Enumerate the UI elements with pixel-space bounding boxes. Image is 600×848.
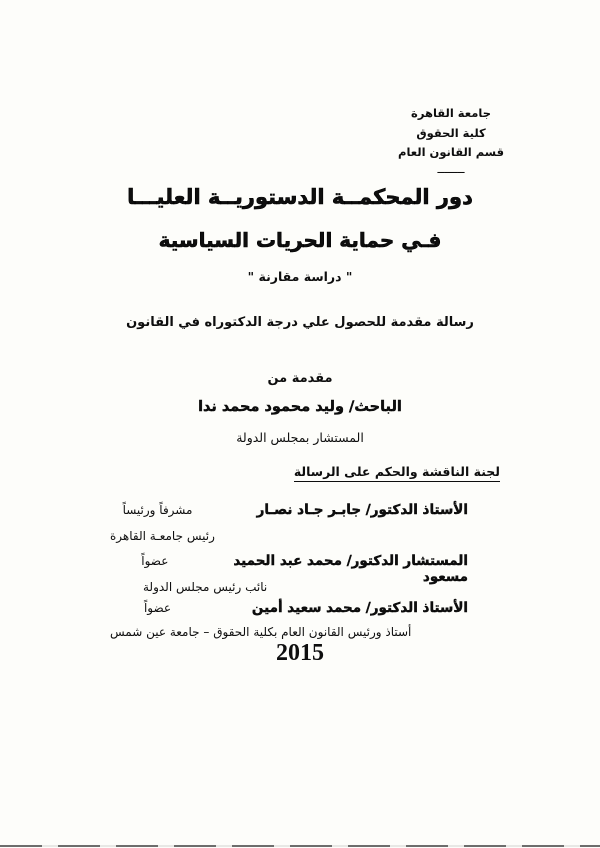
committee-member-role: عضواً (141, 554, 169, 568)
researcher-title: المستشار بمجلس الدولة (236, 430, 364, 445)
university-name: جامعة القاهرة (411, 106, 491, 120)
university-header (398, 104, 504, 175)
committee-member-row (110, 502, 468, 518)
thesis-statement: رسالة مقدمة للحصول علي درجة الدكتوراه في القانون (126, 315, 474, 330)
page-bottom-scan-edge (0, 845, 600, 847)
committee-member-position: نائب رئيس مجلس الدولة (143, 580, 268, 594)
committee-member-role: عضواً (143, 601, 172, 615)
committee-member-role: مشرفاً ورئيساً (122, 503, 193, 517)
researcher-name: الباحث/ وليد محمود محمد ندا (198, 399, 402, 415)
committee-member-row (110, 600, 468, 616)
committee-member-name: الأستاذ الدكتور/ جابـر جـاد نصـار (256, 502, 468, 518)
submitted-by-label: مقدمة من (267, 371, 333, 386)
committee-member-name: الأستاذ الدكتور/ محمد سعيد أمين (251, 600, 468, 616)
thesis-year: 2015 (276, 640, 324, 666)
thesis-title-line1: دور المحكمــة الدستوريــة العليـــا (127, 185, 473, 209)
committee-member-position: أستاذ ورئيس القانون العام بكلية الحقوق – جامعة عين شمس (110, 625, 412, 639)
thesis-title-line2: فـي حماية الحريات السياسية (158, 228, 442, 252)
thesis-subtitle: " دراسة مقارنة " (247, 269, 353, 284)
faculty-name: كلية الحقوق (416, 125, 486, 140)
department-name: قسم القانون العام (398, 145, 504, 159)
committee-heading: لجنة الناقشة والحكم على الرسالة (294, 464, 500, 482)
committee-member-position: رئيس جامعـة القاهرة (110, 529, 215, 543)
committee-member-name: المستشار الدكتور/ محمد عبد الحميد مسعود (233, 553, 468, 585)
header-divider: ــــــــ (437, 161, 465, 176)
